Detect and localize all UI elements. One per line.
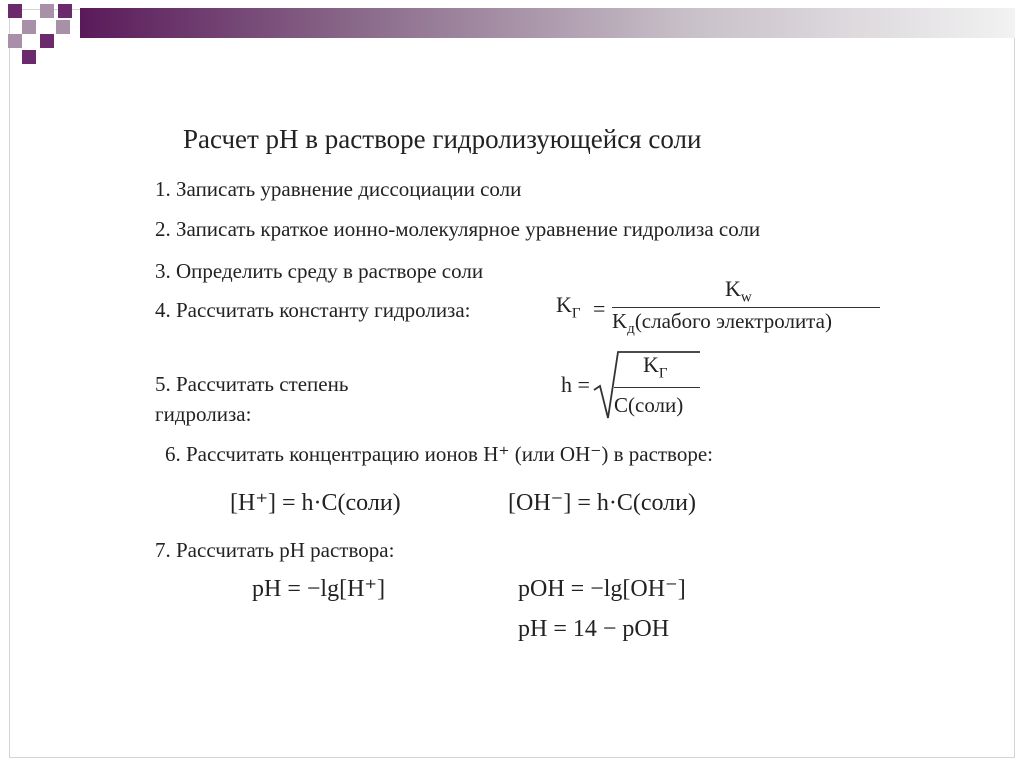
kd-rest: (слабого электролита)	[634, 309, 832, 333]
decor-square	[58, 4, 72, 18]
kg-subscript: Г	[571, 305, 581, 322]
h-lhs: h =	[561, 372, 590, 397]
decor-square	[8, 4, 22, 18]
ph-formula: pH = −lg[H⁺]	[252, 576, 386, 602]
step-5-line2: гидролиза:	[155, 402, 252, 426]
h-num-subscript: Г	[658, 365, 668, 382]
kg-equals: =	[593, 296, 606, 321]
step-2: 2. Записать краткое ионно-молекулярное уравнение гидролиза соли	[155, 217, 761, 241]
step-3: 3. Определить среду в растворе соли	[155, 259, 484, 283]
h-ion-concentration-formula: [H⁺] = h·C(соли)	[230, 490, 401, 516]
oh-ion-concentration-formula: [OH⁻] = h·C(соли)	[508, 490, 696, 516]
header-gradient-bar	[80, 8, 1015, 38]
h-fraction-line	[614, 387, 700, 388]
decor-square	[40, 4, 54, 18]
kg-denominator	[612, 309, 832, 338]
kd-symbol: K	[612, 309, 628, 333]
decor-square	[56, 20, 70, 34]
kd-subscript: д	[627, 321, 635, 338]
poh-formula: pOH = −lg[OH⁻]	[518, 576, 686, 602]
h-denominator: C(соли)	[614, 393, 684, 417]
slide-title: Расчет pH в растворе гидролизующейся соли	[183, 124, 702, 154]
step-5-line1: 5. Рассчитать степень	[155, 372, 349, 396]
decor-square	[22, 20, 36, 34]
step-7: 7. Рассчитать pH раствора:	[155, 538, 395, 562]
kg-symbol: K	[556, 292, 572, 317]
kg-numerator	[725, 276, 752, 306]
ph-14-formula: pH = 14 − pOH	[518, 616, 670, 642]
kg-lhs	[556, 292, 581, 322]
kw-symbol: K	[725, 276, 741, 301]
kw-subscript: w	[740, 289, 752, 306]
decor-square	[22, 50, 36, 64]
step-1: 1. Записать уравнение диссоциации соли	[155, 177, 522, 201]
step-4: 4. Рассчитать константу гидролиза:	[155, 298, 471, 322]
step-6: 6. Рассчитать концентрацию ионов H⁺ (или OH⁻) в растворе:	[165, 442, 713, 466]
h-numerator	[643, 352, 668, 382]
kg-fraction-line	[612, 307, 880, 308]
decor-square	[8, 34, 22, 48]
h-num-symbol: K	[643, 352, 659, 377]
decor-square	[40, 34, 54, 48]
